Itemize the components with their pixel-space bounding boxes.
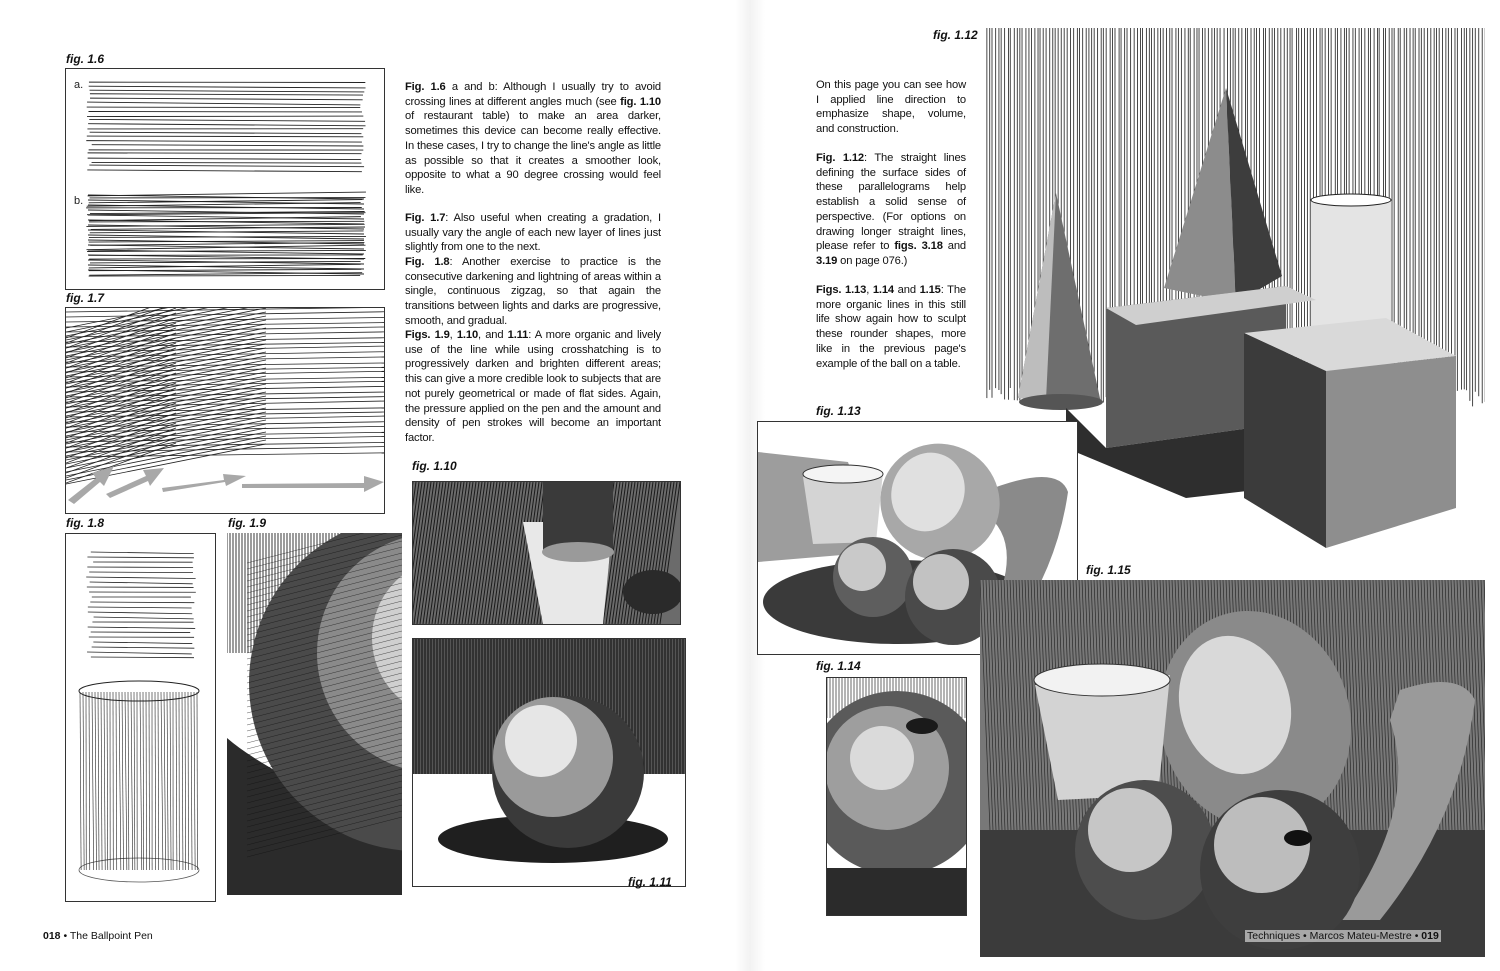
fig-1-8-cylinder-panel <box>65 533 216 902</box>
right-p2-text-a: : The straight lines defining the surface sides of these parallelograms help establish a solid sense of perspective. (For options on drawing longer straight lines, please refer to <box>816 152 966 253</box>
fig-1-10-glass-panel <box>412 481 681 625</box>
fig-1-7-label: fig. 1.7 <box>66 291 105 305</box>
right-paragraph-1: On this page you can see how I applied line direction to emphasize shape, volume, and construction. <box>816 79 966 136</box>
right-footer-sep: • <box>1303 930 1307 942</box>
left-paragraph-4 <box>405 328 661 446</box>
left-p1-text-b: of restaurant table) to make an area darker, sometimes this device can become really effective. In these cases, I try to change the line's angle as little as possible so that it creates a smoother look, opposite to what a 90 degree crossing would feel like. <box>405 110 661 196</box>
ref-figs-1-13: Figs. 1.13 <box>816 284 867 296</box>
left-p4-text: : A more organic and lively use of the line while using crosshatching is to progressively darken and brighten different areas; this can give a more credible look to subjects that are not purely geometrical or made of flat sides. Again, the pressure applied on the pen and the amount and density of pen strokes will become an important factor. <box>405 329 662 444</box>
fig-1-7-arrows <box>68 466 384 504</box>
right-p3-sep-1: , <box>866 284 873 296</box>
right-p2-text-c: on page 076.) <box>837 254 908 267</box>
ref-fig-1-11: 1.11 <box>507 329 529 341</box>
fig-1-15-still-life-drawing <box>980 580 1485 957</box>
fig-1-14-drawing <box>827 678 966 915</box>
author-name: Marcos Mateu-Mestre <box>1309 930 1412 942</box>
ref-fig-1-7: Fig. 1.7 <box>405 212 446 224</box>
fig-1-10-label: fig. 1.10 <box>412 459 457 473</box>
right-p3-sep-2: and <box>894 284 920 296</box>
fig-1-11-drawing <box>413 639 685 886</box>
ref-fig-1-12: Fig. 1.12 <box>816 152 865 164</box>
fig-1-11-ball-panel <box>412 638 686 887</box>
fig-1-13-label: fig. 1.13 <box>816 404 861 418</box>
ref-fig-1-8: Fig. 1.8 <box>405 256 450 268</box>
ref-fig-1-6: Fig. 1.6 <box>405 81 446 93</box>
left-p1-text-a: a and b: Although I usually try to avoid crossing lines at different angles much (see <box>405 81 661 108</box>
fig-1-8-label: fig. 1.8 <box>66 516 105 530</box>
ref-fig-1-10: fig. 1.10 <box>620 95 661 108</box>
left-paragraph-3 <box>405 255 661 329</box>
fig-1-14-apple-closeup <box>826 677 967 916</box>
ref-fig-1-14: 1.14 <box>872 284 895 296</box>
ref-figs-3-18: figs. 3.18 <box>894 240 943 253</box>
right-paragraph-2 <box>816 151 966 269</box>
right-p3-text: : The more organic lines in this still life show again how to sculpt these rounder shapes, more like in the previous page's example of the ball on a table. <box>816 284 966 370</box>
left-footer-bullet: • <box>63 930 68 942</box>
fig-1-6-label: fig. 1.6 <box>66 52 105 66</box>
book-title: The Ballpoint Pen <box>69 930 153 942</box>
fig-1-9-label: fig. 1.9 <box>228 516 267 530</box>
right-p2-text-b: and <box>942 240 966 253</box>
left-p4-sep-2: , and <box>478 329 508 341</box>
fig-1-11-label: fig. 1.11 <box>628 875 672 889</box>
fig-1-9-drawing <box>227 533 402 895</box>
left-paragraph-2 <box>405 211 661 255</box>
fig-1-15-drawing <box>980 580 1485 957</box>
fig-1-9-sphere-closeup <box>227 533 402 895</box>
ref-fig-1-10b: 1.10 <box>456 329 479 341</box>
left-p3-text: : Another exercise to practice is the consecutive darkening and lightning of areas within a single, continuous zigzag, so that again the transitions between lights and darks are progressive, smooth, and gradual. <box>405 256 661 327</box>
ref-fig-3-19: 3.19 <box>816 254 838 267</box>
right-footer-bullet: • <box>1414 930 1419 942</box>
fig-1-14-label: fig. 1.14 <box>816 659 861 673</box>
fig-1-7-drawing <box>66 308 384 513</box>
fig-1-6-drawing <box>66 69 384 289</box>
left-footer <box>43 930 153 942</box>
fig-1-10-drawing <box>413 482 680 624</box>
fig-1-12-label: fig. 1.12 <box>933 28 978 42</box>
left-page-number: 018 <box>43 930 61 942</box>
ref-fig-1-15: 1.15 <box>919 284 941 296</box>
right-paragraph-3 <box>816 283 966 371</box>
left-p2-text: : Also useful when creating a gradation, I usually vary the angle of each new layer of lines just slightly from one to the next. <box>405 212 661 254</box>
fig-1-7-gradation-panel <box>65 307 385 514</box>
chapter-name: Techniques <box>1247 930 1301 942</box>
fig-1-6-sub-a: a. <box>74 79 84 91</box>
right-page-number: 019 <box>1421 930 1439 942</box>
fig-1-6-sub-b: b. <box>74 195 84 207</box>
ref-figs-1-9: Figs. 1.9 <box>405 329 450 341</box>
fig-1-8-drawing <box>66 534 215 901</box>
left-p4-sep-1: , <box>449 329 457 341</box>
fig-1-15-label: fig. 1.15 <box>1086 563 1131 577</box>
fig-1-6-hatching-panel <box>65 68 385 290</box>
left-paragraph-1 <box>405 80 661 198</box>
right-footer <box>1245 930 1441 942</box>
